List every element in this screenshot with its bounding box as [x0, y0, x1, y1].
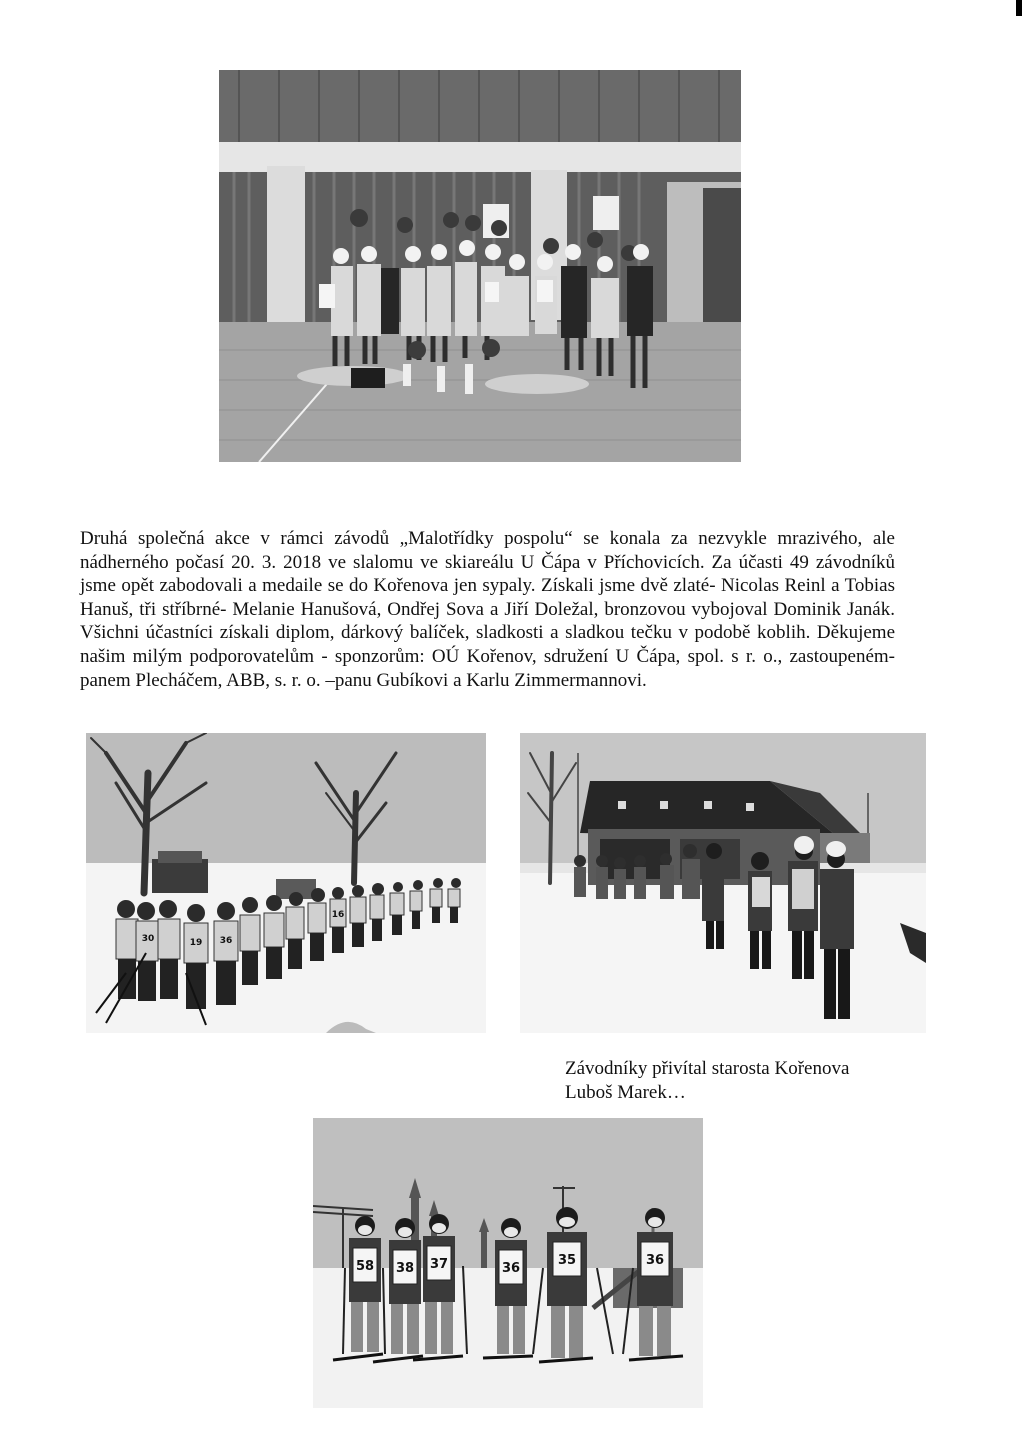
- bib-number: 16: [331, 910, 345, 920]
- group-photo-gymnasium: [219, 70, 741, 462]
- bib-number: 19: [189, 938, 203, 948]
- article-text: Druhá společná akce v rámci závodů „Malotřídky pospolu“ se konala za nezvykle mrazivého, ale nádherného počasí 20. 3. 2018 ve slalomu ve skiareálu U Čápa v Příchovicích. Za účasti 49 závodníků jsme opět zabodovali a medaile se do Kořenova jen sypaly. Získali jsme dvě zlaté- Nicolas Reinl a Tobias Hanuš, tři stříbrné- Melanie Hanušová, Ondřej Sova a Jiří Doležal, bronzovou vybojoval Dominik Janák. Všichni účastníci získali diplom, dárkový balíček, sladkosti a sladkou tečku v podobě koblih. Děkujeme našim milým podporovatelům - sponzorům: OÚ Kořenov, sdružení U Čápa, spol. s r. o., zastoupeném-panem Plecháčem, ABB, s. r. o. –panu Gubíkovi a Karlu Zimmermannovi.: [80, 528, 895, 691]
- bib-number: 30: [141, 934, 155, 944]
- photo-caption: Závodníky přivítal starosta Kořenova Luboš Marek…: [565, 1058, 850, 1103]
- bib-number: 35: [557, 1253, 577, 1268]
- bib-number: 36: [501, 1261, 521, 1276]
- racers-image: [313, 1118, 703, 1408]
- bib-number: 36: [645, 1253, 665, 1268]
- scan-edge-mark: [1016, 0, 1022, 16]
- skiers-lineup-image: [86, 733, 486, 1033]
- bib-number: 36: [219, 936, 233, 946]
- bib-number: 58: [355, 1259, 375, 1274]
- photo-racers-with-bibs: [313, 1118, 703, 1408]
- bib-number: 37: [429, 1257, 449, 1272]
- gymnasium-image: [219, 70, 741, 462]
- photo-ski-hut: [520, 733, 926, 1033]
- ski-hut-image: [520, 733, 926, 1033]
- bib-number: 38: [395, 1261, 415, 1276]
- photo-skiers-lineup: [86, 733, 486, 1033]
